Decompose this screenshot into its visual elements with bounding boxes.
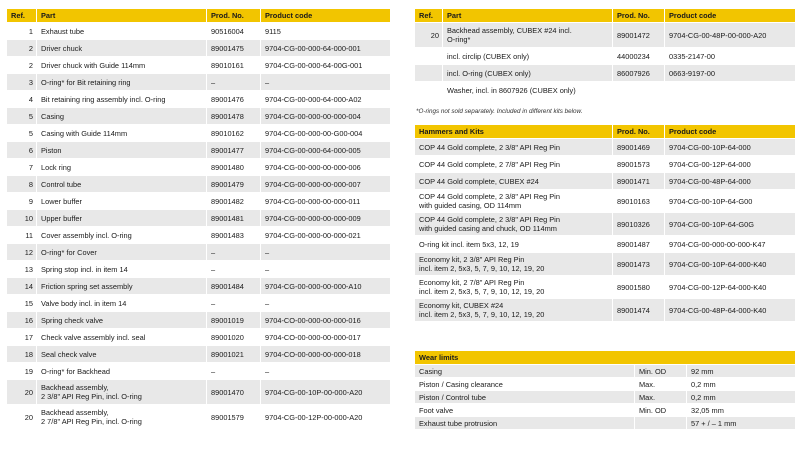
ref-cell: 6 [7,142,37,159]
wear-item-cell: Exhaust tube protrusion [415,417,635,430]
ref-cell: 14 [7,278,37,295]
col-prod-no: Prod. No. [207,9,261,23]
part-cell: Spring check valve [37,312,207,329]
ref-cell: 17 [7,329,37,346]
prod-no-cell: – [207,244,261,261]
wear-item-cell: Piston / Casing clearance [415,378,635,391]
prod-no-cell: 89001477 [207,142,261,159]
prod-no-cell: – [207,74,261,91]
prod-no-cell [613,82,665,99]
ref-cell [415,65,443,82]
ref-cell [415,48,443,65]
product-code-cell: 9704-CG-00-000-00-000-011 [261,193,391,210]
table-row [415,378,796,391]
product-code-cell: 9704-CG-00-10P-64-000 [665,139,796,156]
prod-no-cell: 89001475 [207,40,261,57]
prod-no-cell: 44000234 [613,48,665,65]
prod-no-cell: 89010326 [613,213,665,236]
table-row [7,176,391,193]
product-code-cell: 9704-CO-00-000-00-000-017 [261,329,391,346]
part-cell: incl. O-ring (CUBEX only) [443,65,613,82]
table-row [7,193,391,210]
table-row [415,139,796,156]
product-code-cell: 9704-CG-00-12P-00-000-A20 [261,405,391,430]
part-cell: Friction spring set assembly [37,278,207,295]
product-code-cell: 9704-CG-00-000-64-000-A02 [261,91,391,108]
prod-no-cell: – [207,295,261,312]
ref-cell [415,82,443,99]
wear-value-cell: 57 + / – 1 mm [687,417,796,430]
col-part: Part [37,9,207,23]
table-row [7,227,391,244]
table-row [7,295,391,312]
table-row [415,417,796,430]
ref-cell: 7 [7,159,37,176]
col-hammers-kits: Hammers and Kits [415,125,613,139]
ref-cell: 12 [7,244,37,261]
table-row [415,299,796,322]
col-ref: Ref. [415,9,443,23]
table-row [415,276,796,299]
part-cell: Check valve assembly incl. seal [37,329,207,346]
table-row [415,48,796,65]
table-row [7,23,391,40]
prod-no-cell: 89001483 [207,227,261,244]
prod-no-cell: 89001579 [207,405,261,430]
parts-table-header [7,9,391,23]
prod-no-cell: 89001479 [207,176,261,193]
part-cell [37,405,207,430]
table-row [415,173,796,190]
line-1: Backhead assembly, CUBEX #24 incl. [447,26,572,35]
part-cell: Valve body incl. in item 14 [37,295,207,312]
line-2: incl. item 2, 5x3, 5, 7, 9, 10, 12, 19, 20 [419,310,545,319]
product-code-cell: 9704-CG-00-10P-00-000-A20 [261,380,391,405]
product-code-cell: 9704-CG-00-10P-64-G00 [665,190,796,213]
kit-name-cell [415,190,613,213]
table-row [415,253,796,276]
prod-no-cell: 89001478 [207,108,261,125]
parts-table [6,8,391,430]
wear-limit-cell: Max. [635,391,687,404]
prod-no-cell: 86007926 [613,65,665,82]
table-row [415,365,796,378]
table-row [7,91,391,108]
table-row [7,329,391,346]
ref-cell: 3 [7,74,37,91]
product-code-cell: 9704-CG-00-48P-64-000-K40 [665,299,796,322]
hammers-kits-table [414,124,796,322]
product-code-cell: 9704-CG-00-000-00-000-K47 [665,236,796,253]
part-cell: Driver chuck [37,40,207,57]
prod-no-cell: 89001019 [207,312,261,329]
wear-limit-cell: Max. [635,378,687,391]
part-cell: Lower buffer [37,193,207,210]
product-code-cell: 9704-CG-00-000-64-000-005 [261,142,391,159]
ref-cell: 10 [7,210,37,227]
col-ref: Ref. [7,9,37,23]
product-code-cell: – [261,244,391,261]
part-cell: Piston [37,142,207,159]
wear-limits-table [414,350,796,430]
line-2: 2 7/8" API Reg Pin, incl. O-ring [41,417,142,426]
line-1: Backhead assembly, [41,408,109,417]
ref-cell: 2 [7,40,37,57]
table-row [415,391,796,404]
ref-cell: 5 [7,125,37,142]
product-code-cell: 9704-CG-00-000-00-000-007 [261,176,391,193]
wear-value-cell: 92 mm [687,365,796,378]
product-code-cell: 0663-9197-00 [665,65,796,82]
ref-cell: 9 [7,193,37,210]
line-1: COP 44 Gold complete, 2 3/8" API Reg Pin [419,215,560,224]
table-row [7,278,391,295]
ref-cell: 19 [7,363,37,380]
line-2: O-ring* [447,35,471,44]
kit-name-cell [415,253,613,276]
cubex-table-header [415,9,796,23]
ref-cell: 20 [415,23,443,48]
prod-no-cell: – [207,261,261,278]
product-code-cell: 9704-CG-00-000-64-00G-001 [261,57,391,74]
col-prod-no: Prod. No. [613,125,665,139]
line-2: with guided casing and chuck, OD 114mm [419,224,557,233]
col-part: Part [443,9,613,23]
line-1: Economy kit, 2 7/8" API Reg Pin [419,278,525,287]
wear-limit-cell [635,417,687,430]
table-row [7,40,391,57]
prod-no-cell: 89001573 [613,156,665,173]
prod-no-cell: 89010162 [207,125,261,142]
prod-no-cell: 89010163 [613,190,665,213]
wear-limit-cell: Min. OD [635,404,687,417]
product-code-cell: 9704-CG-00-000-00-000-009 [261,210,391,227]
kit-name-cell: COP 44 Gold complete, CUBEX #24 [415,173,613,190]
ref-cell: 8 [7,176,37,193]
wear-limit-cell: Min. OD [635,365,687,378]
ref-cell: 15 [7,295,37,312]
line-1: Economy kit, CUBEX #24 [419,301,504,310]
product-code-cell: 9704-CG-00-48P-00-000-A20 [665,23,796,48]
line-2: with guided casing, OD 114mm [419,201,522,210]
prod-no-cell: 89001476 [207,91,261,108]
part-cell [443,23,613,48]
prod-no-cell: 89001471 [613,173,665,190]
ref-cell: 20 [7,380,37,405]
table-row [7,142,391,159]
prod-no-cell: 89001487 [613,236,665,253]
prod-no-cell: 89001470 [207,380,261,405]
product-code-cell: – [261,363,391,380]
table-row [415,65,796,82]
prod-no-cell: 90516004 [207,23,261,40]
wear-value-cell: 32,05 mm [687,404,796,417]
part-cell: Spring stop incl. in item 14 [37,261,207,278]
part-cell: Exhaust tube [37,23,207,40]
line-1: Economy kit, 2 3/8" API Reg Pin [419,255,525,264]
prod-no-cell: 89001474 [613,299,665,322]
part-cell [37,380,207,405]
prod-no-cell: 89001021 [207,346,261,363]
product-code-cell: 9704-CG-00-000-00-000-A10 [261,278,391,295]
part-cell: Casing [37,108,207,125]
product-code-cell: 9115 [261,23,391,40]
prod-no-cell: 89001480 [207,159,261,176]
part-cell: Driver chuck with Guide 114mm [37,57,207,74]
part-cell: Lock ring [37,159,207,176]
table-row [7,244,391,261]
kit-name-cell [415,276,613,299]
part-cell: Casing with Guide 114mm [37,125,207,142]
table-row [415,190,796,213]
table-row [7,363,391,380]
table-row [7,125,391,142]
part-cell: Upper buffer [37,210,207,227]
wear-value-cell: 0,2 mm [687,391,796,404]
product-code-cell: – [261,261,391,278]
table-row [7,108,391,125]
table-row [415,236,796,253]
wear-item-cell: Foot valve [415,404,635,417]
wear-table-header [415,351,796,365]
prod-no-cell: 89001473 [613,253,665,276]
part-cell: Seal check valve [37,346,207,363]
table-row [415,156,796,173]
product-code-cell: 9704-CG-00-12P-64-000-K40 [665,276,796,299]
part-cell: Washer, incl. in 8607926 (CUBEX only) [443,82,613,99]
product-code-cell: 9704-CG-00-12P-64-000 [665,156,796,173]
product-code-cell: 9704-CG-00-000-00-000-004 [261,108,391,125]
line-1: Backhead assembly, [41,383,109,392]
wear-limits-title: Wear limits [415,351,796,365]
part-cell: Bit retaining ring assembly incl. O-ring [37,91,207,108]
part-cell: Control tube [37,176,207,193]
product-code-cell: 0335-2147-00 [665,48,796,65]
prod-no-cell: 89001020 [207,329,261,346]
ref-cell: 11 [7,227,37,244]
prod-no-cell: 89001484 [207,278,261,295]
ref-cell: 4 [7,91,37,108]
table-row [7,346,391,363]
prod-no-cell: 89001481 [207,210,261,227]
kits-table-header [415,125,796,139]
prod-no-cell: 89001580 [613,276,665,299]
prod-no-cell: 89010161 [207,57,261,74]
table-row [7,74,391,91]
product-code-cell: 9704-CG-00-000-64-000-001 [261,40,391,57]
table-row [7,405,391,430]
ref-cell: 13 [7,261,37,278]
wear-item-cell: Piston / Control tube [415,391,635,404]
product-code-cell: – [261,74,391,91]
product-code-cell: 9704-CO-00-000-00-000-018 [261,346,391,363]
part-cell: incl. circlip (CUBEX only) [443,48,613,65]
line-2: incl. item 2, 5x3, 5, 7, 9, 10, 12, 19, 20 [419,264,545,273]
table-row [415,23,796,48]
product-code-cell: 9704-CG-00-10P-64-G0G [665,213,796,236]
ref-cell: 20 [7,405,37,430]
product-code-cell: 9704-CG-00-48P-64-000 [665,173,796,190]
part-cell: O-ring* for Cover [37,244,207,261]
ref-cell: 16 [7,312,37,329]
product-code-cell: 9704-CO-00-000-00-000-016 [261,312,391,329]
product-code-cell: 9704-CG-00-10P-64-000-K40 [665,253,796,276]
product-code-cell [665,82,796,99]
prod-no-cell: – [207,363,261,380]
col-product-code: Product code [665,125,796,139]
part-cell: O-ring* for Backhead [37,363,207,380]
ref-cell: 2 [7,57,37,74]
product-code-cell: 9704-CG-00-000-00-000-021 [261,227,391,244]
kit-name-cell: O-ring kit incl. item 5x3, 12, 19 [415,236,613,253]
kit-name-cell [415,213,613,236]
table-row [415,404,796,417]
kit-name-cell: COP 44 Gold complete, 2 3/8" API Reg Pin [415,139,613,156]
table-row [7,261,391,278]
line-2: 2 3/8" API Reg Pin, incl. O-ring [41,392,142,401]
col-product-code: Product code [665,9,796,23]
table-row [415,82,796,99]
wear-item-cell: Casing [415,365,635,378]
line-2: incl. item 2, 5x3, 5, 7, 9, 10, 12, 19, 20 [419,287,545,296]
product-code-cell: – [261,295,391,312]
product-code-cell: 9704-CG-00-000-00-000-006 [261,159,391,176]
table-row [7,210,391,227]
kit-name-cell [415,299,613,322]
part-cell: O-ring* for Bit retaining ring [37,74,207,91]
ref-cell: 5 [7,108,37,125]
table-row [415,213,796,236]
table-row [7,380,391,405]
table-row [7,57,391,74]
product-code-cell: 9704-CG-00-000-00-G00-004 [261,125,391,142]
cubex-parts-table [414,8,796,99]
part-cell: Cover assembly incl. O-ring [37,227,207,244]
table-row [7,159,391,176]
prod-no-cell: 89001472 [613,23,665,48]
kit-name-cell: COP 44 Gold complete, 2 7/8" API Reg Pin [415,156,613,173]
prod-no-cell: 89001469 [613,139,665,156]
wear-value-cell: 0,2 mm [687,378,796,391]
col-product-code: Product code [261,9,391,23]
ref-cell: 1 [7,23,37,40]
ref-cell: 18 [7,346,37,363]
table-row [7,312,391,329]
line-1: COP 44 Gold complete, 2 3/8" API Reg Pin [419,192,560,201]
prod-no-cell: 89001482 [207,193,261,210]
oring-note: *O-rings not sold separately. Included in different kits below. [416,108,583,115]
col-prod-no: Prod. No. [613,9,665,23]
